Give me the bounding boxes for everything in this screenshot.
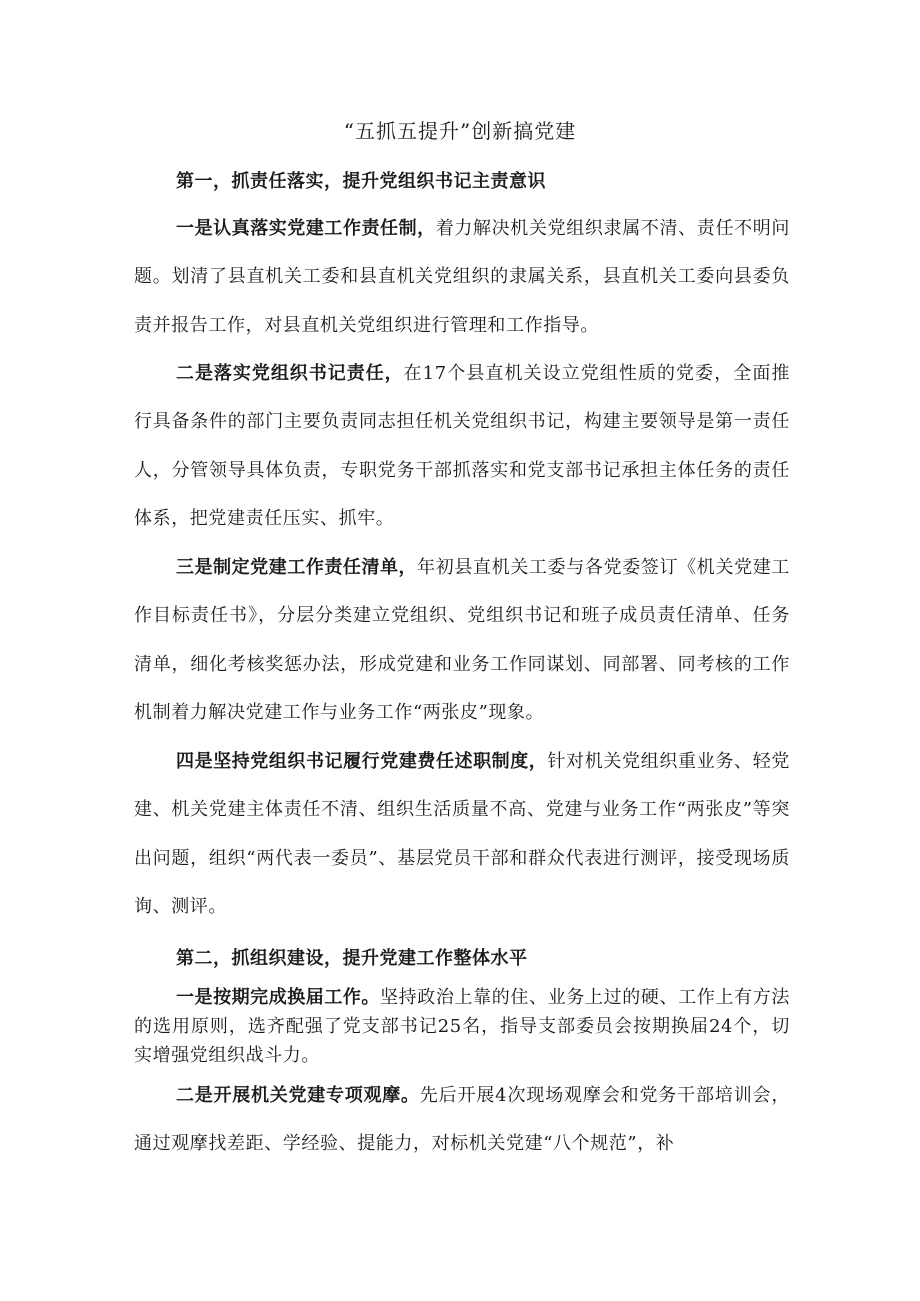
paragraph-lead: 一是按期完成换届工作。 <box>176 987 380 1008</box>
paragraph-lead: 二是落实党组织书记责任， <box>176 363 404 384</box>
paragraph-text: 先后开展4次现场观摩会和党务干部培训会，通过观摩找差距、学经验、提能力，对标机关党建“八个规范”，补 <box>134 1085 791 1155</box>
paragraph-lead: 二是开展机关党建专项观摩。 <box>176 1085 420 1106</box>
paragraph-1-2 <box>134 350 790 543</box>
paragraph-text: 坚持政治上靠的住、业务上过的硬、工作上有方法的选用原则，选齐配强了党支部书记25名，指导支部委员会按期换届24个，切实增强党组织战斗力。 <box>134 987 791 1066</box>
paragraph-1-1 <box>134 205 790 350</box>
paragraph-text: 在17个县直机关设立党组性质的党委，全面推行具备条件的部门主要负责同志担任机关党组织书记，构建主要领导是第一责任人，分管领导具体负责，专职党务干部抓落实和党支部书记承担主体任务的责任体系，把党建责任压实、抓牢。 <box>134 363 790 529</box>
section-1-heading: 第一，抓责任落实，提升党组织书记主责意识 <box>176 171 546 192</box>
paragraph-lead: 一是认真落实党建工作责任制， <box>176 218 436 239</box>
paragraph-text: 着力解决机关党组织隶属不清、责任不明问题。划清了县直机关工委和县直机关党组织的隶属关系，县直机关工委向县委负责并报告工作，对县直机关党组织进行管理和工作指导。 <box>134 218 790 336</box>
paragraph-text: 针对机关党组织重业务、轻党建、机关党建主体责任不清、组织生活质量不高、党建与业务工作“两张皮”等突出问题，组织“两代表一委员”、基层党员干部和群众代表进行测评，接受现场质询、测评。 <box>134 751 790 917</box>
paragraph-1-3 <box>134 544 790 737</box>
paragraph-text: 年初县直机关工委与各党委签订《机关党建工作目标责任书》，分层分类建立党组织、党组织书记和班子成员责任清单、任务清单，细化考核奖惩办法，形成党建和业务工作同谋划、同部署、同考核的工作机制着力解决党建工作与业务工作“两张皮”现象。 <box>134 557 790 723</box>
section-2-heading: 第二，抓组织建设，提升党建工作整体水平 <box>176 948 528 969</box>
document-title: “五抓五提升”创新搞党建 <box>343 119 577 143</box>
paragraph-lead: 三是制定党建工作责任清单， <box>176 557 418 578</box>
paragraph-2-2 <box>134 1072 790 1169</box>
paragraph-1-4 <box>134 738 790 931</box>
paragraph-2-1 <box>134 983 790 1070</box>
paragraph-lead: 四是坚持党组织书记履行党建费任述职制度， <box>176 751 548 772</box>
